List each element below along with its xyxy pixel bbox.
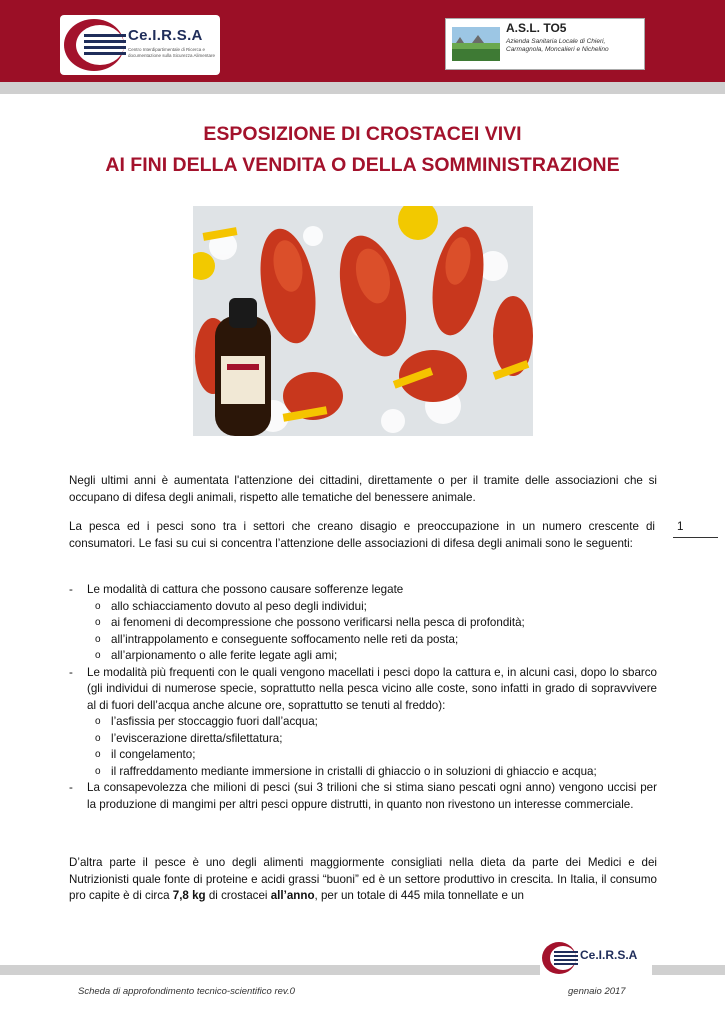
ceirsa-name: Ce.I.R.S.A (128, 27, 203, 44)
document-title-line1: ESPOSIZIONE DI CROSTACEI VIVI (203, 123, 522, 145)
list-subitem-text: all’intrappolamento e conseguente soffocamento nelle reti da posta; (111, 632, 459, 646)
footer-logo-text: Ce.I.R.S.A (580, 948, 638, 962)
list-bullet: o (95, 765, 101, 777)
consumption-amount: 7,8 kg (172, 889, 206, 902)
asl-title: A.S.L. TO5 (506, 21, 567, 35)
ceirsa-subtitle: Centro Interdipartimentale di Ricerca e documentazione sulla Sicurezza Alimentare (128, 47, 216, 58)
list-bullet: o (95, 716, 101, 727)
paragraph-consumption (69, 855, 657, 905)
footer-date: gennaio 2017 (568, 986, 626, 997)
list-item-text: La consapevolezza che milioni di pesci (sui 3 trilioni che si stima siano pescati ogni anno) vengono uccisi per la produzione di mangimi per altri pesci oppure distrutti, in quanto non rivestono un interesse commerciale. (87, 781, 657, 811)
list-subitem (69, 747, 657, 764)
list-subitem (69, 714, 657, 731)
document-title-line2: AI FINI DELLA VENDITA O DELLA SOMMINISTRAZIONE (105, 154, 620, 176)
paragraph-intro: Negli ultimi anni è aumentata l'attenzione dei cittadini, direttamente o per il tramite delle associazioni che si occupano di difesa degli animali, rispetto alle tematiche del benessere animale. (69, 474, 657, 504)
list-item-text: Le modalità più frequenti con le quali vengono macellati i pesci dopo la cattura e, in alcuni casi, dopo lo sbarco (gli individui di numerose specie, soprattutto nella pesca vicino alle coste, sono infatti in grado di sopravvivere al di fuori dell’acqua anche alcune ore, soprattutto se tenuti al freddo): (87, 665, 657, 712)
concerns-list (69, 582, 657, 813)
list-bullet: o (95, 650, 101, 661)
list-subitem (69, 764, 657, 781)
asl-subtitle: Azienda Sanitaria Locale di Chieri, Carmagnola, Moncalieri e Nichelino (506, 38, 609, 53)
consumption-period: all’anno (270, 889, 315, 902)
footer-logo-mark-icon (540, 940, 580, 976)
list-bullet: o (95, 617, 101, 628)
footer-ceirsa-logo (540, 940, 652, 976)
list-dash: - (69, 781, 73, 794)
page-number: 1 (677, 520, 684, 533)
list-item-text: Le modalità di cattura che possono causare sofferenze legate (87, 583, 404, 596)
list-subitem-text: ai fenomeni di decompressione che possono verificarsi nella pesca di profondità; (111, 616, 525, 629)
list-subitem-text: allo schiacciamento dovuto al peso degli individui; (111, 599, 367, 613)
list-subitem-text: il congelamento; (111, 748, 196, 761)
paragraph-consumption-text: D’altra parte il pesce è uno degli alimenti maggiormente consigliati nella dieta da parte dei Medici e dei Nutrizionisti quale fonte di proteine e acidi grassi “buoni” ed è un settore produttivo in crescita. In Italia, il consumo pro capite è di circa (69, 856, 657, 902)
ceirsa-logo (60, 15, 220, 75)
page-number-rule (673, 537, 718, 538)
paragraph-consumption-text: , per un totale di 445 mila tonnellate e un (314, 889, 525, 902)
list-item (69, 665, 657, 715)
list-subitem (69, 599, 657, 616)
header-stripe (0, 82, 725, 94)
list-subitem-text: l’asfissia per stoccaggio fuori dall’acqua; (111, 715, 318, 728)
list-bullet: o (95, 732, 101, 744)
list-dash: - (69, 665, 73, 679)
list-dash: - (69, 583, 73, 596)
list-subitem (69, 632, 657, 649)
asl-logo (445, 18, 645, 70)
ceirsa-logo-mark-icon (60, 15, 130, 75)
asl-landscape-icon (452, 27, 500, 61)
lobsters-on-ice-photo (193, 206, 533, 436)
list-item (69, 582, 657, 599)
list-subitem-text: all’arpionamento o alle ferite legate agli ami; (111, 649, 338, 662)
list-bullet: o (95, 600, 101, 612)
list-subitem (69, 731, 657, 748)
footer-document-type: Scheda di approfondimento tecnico-scientifico rev.0 (78, 986, 295, 997)
paragraph-concerns: La pesca ed i pesci sono tra i settori che creano disagio e preoccupazione in un numero crescente di consumatori. Le fasi su cui si concentra l’attenzione delle associazioni di difesa degli animali sono le seguenti: (69, 520, 655, 550)
list-bullet: o (95, 749, 101, 760)
list-subitem (69, 648, 657, 665)
list-item (69, 780, 657, 813)
list-bullet: o (95, 633, 101, 645)
list-subitem-text: l’eviscerazione diretta/sfilettatura; (111, 731, 283, 745)
paragraph-consumption-text: di crostacei (205, 889, 271, 902)
list-subitem-text: il raffreddamento mediante immersione in cristalli di ghiaccio o in soluzioni di ghiaccio e acqua; (111, 764, 597, 778)
list-subitem (69, 615, 657, 632)
